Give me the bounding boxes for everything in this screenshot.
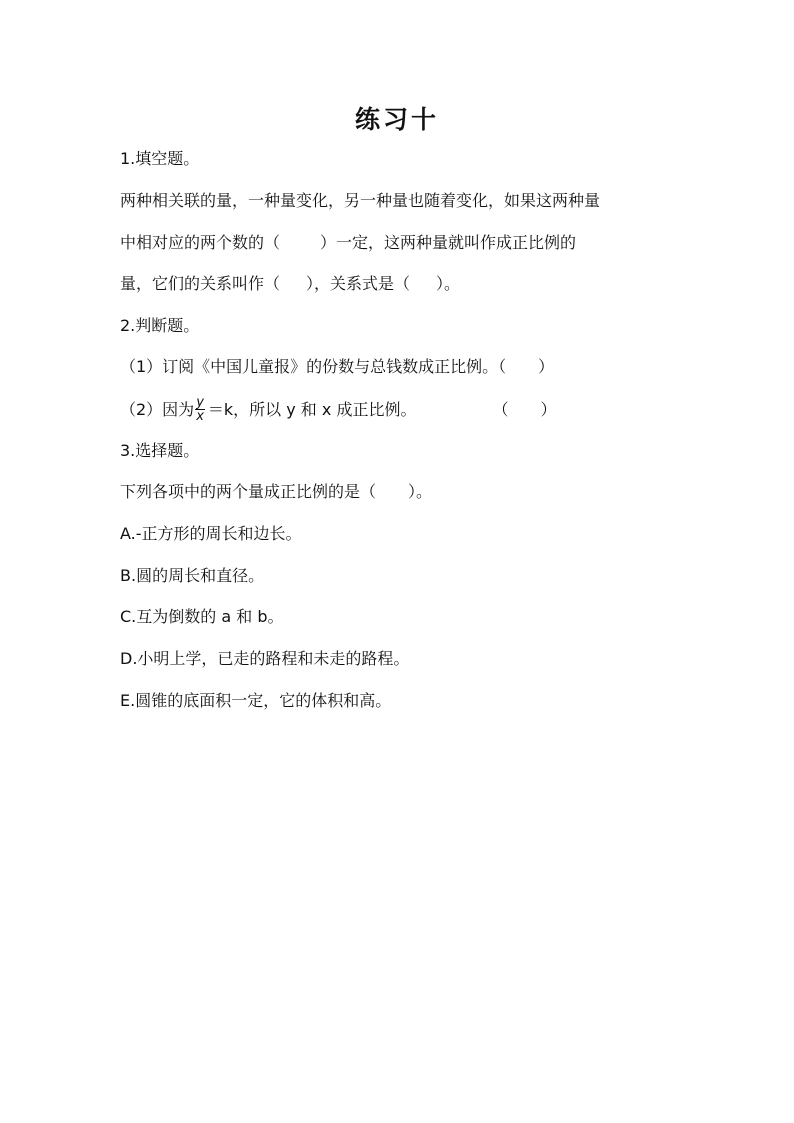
judge-item-2 [120,397,556,424]
section-1-line-2-end: ）一定，这两种量就叫作成正比例的 [320,233,577,252]
section-1-line-1: 两种相关联的量，一种量变化，另一种量也随着变化，如果这两种量 [120,191,601,210]
choice-option-d: D.小明上学，已走的路程和未走的路程。 [120,649,410,668]
choice-option-b: B.圆的周长和直径。 [120,566,265,585]
choice-option-c: C.互为倒数的 a 和 b。 [120,607,284,626]
judge-item-2-answer-paren: （ ） [492,400,557,419]
section-3-heading: 3.选择题。 [120,441,200,460]
judge-item-2-end: ＝k，所以 y 和 x 成正比例。 [207,400,417,419]
section-1-line-3-middle: ），关系式是（ [306,274,411,293]
page-title: 练习十 [354,105,439,134]
section-1-line-2 [120,232,576,254]
fraction-denominator: x [196,409,204,424]
section-2-heading: 2.判断题。 [120,316,200,335]
fraction-y-over-x [195,396,205,423]
judge-item-2-start: （2）因为 [120,400,195,419]
fraction-numerator: y [196,395,204,410]
section-1-line-3 [120,273,460,295]
choice-question: 下列各项中的两个量成正比例的是（ ）。 [120,482,433,501]
judge-item-1: （1）订阅《中国儿童报》的份数与总钱数成正比例。（ ） [120,357,555,376]
section-1-heading: 1.填空题。 [120,149,200,168]
section-1-line-3-start: 量，它们的关系叫作（ [120,274,281,293]
section-1-line-2-start: 中相对应的两个数的（ [120,233,281,252]
choice-option-a: A.-正方形的周长和边长。 [120,524,302,543]
choice-option-e: E.圆锥的底面积一定，它的体积和高。 [120,691,392,710]
section-1-line-3-end: ）。 [436,274,461,293]
